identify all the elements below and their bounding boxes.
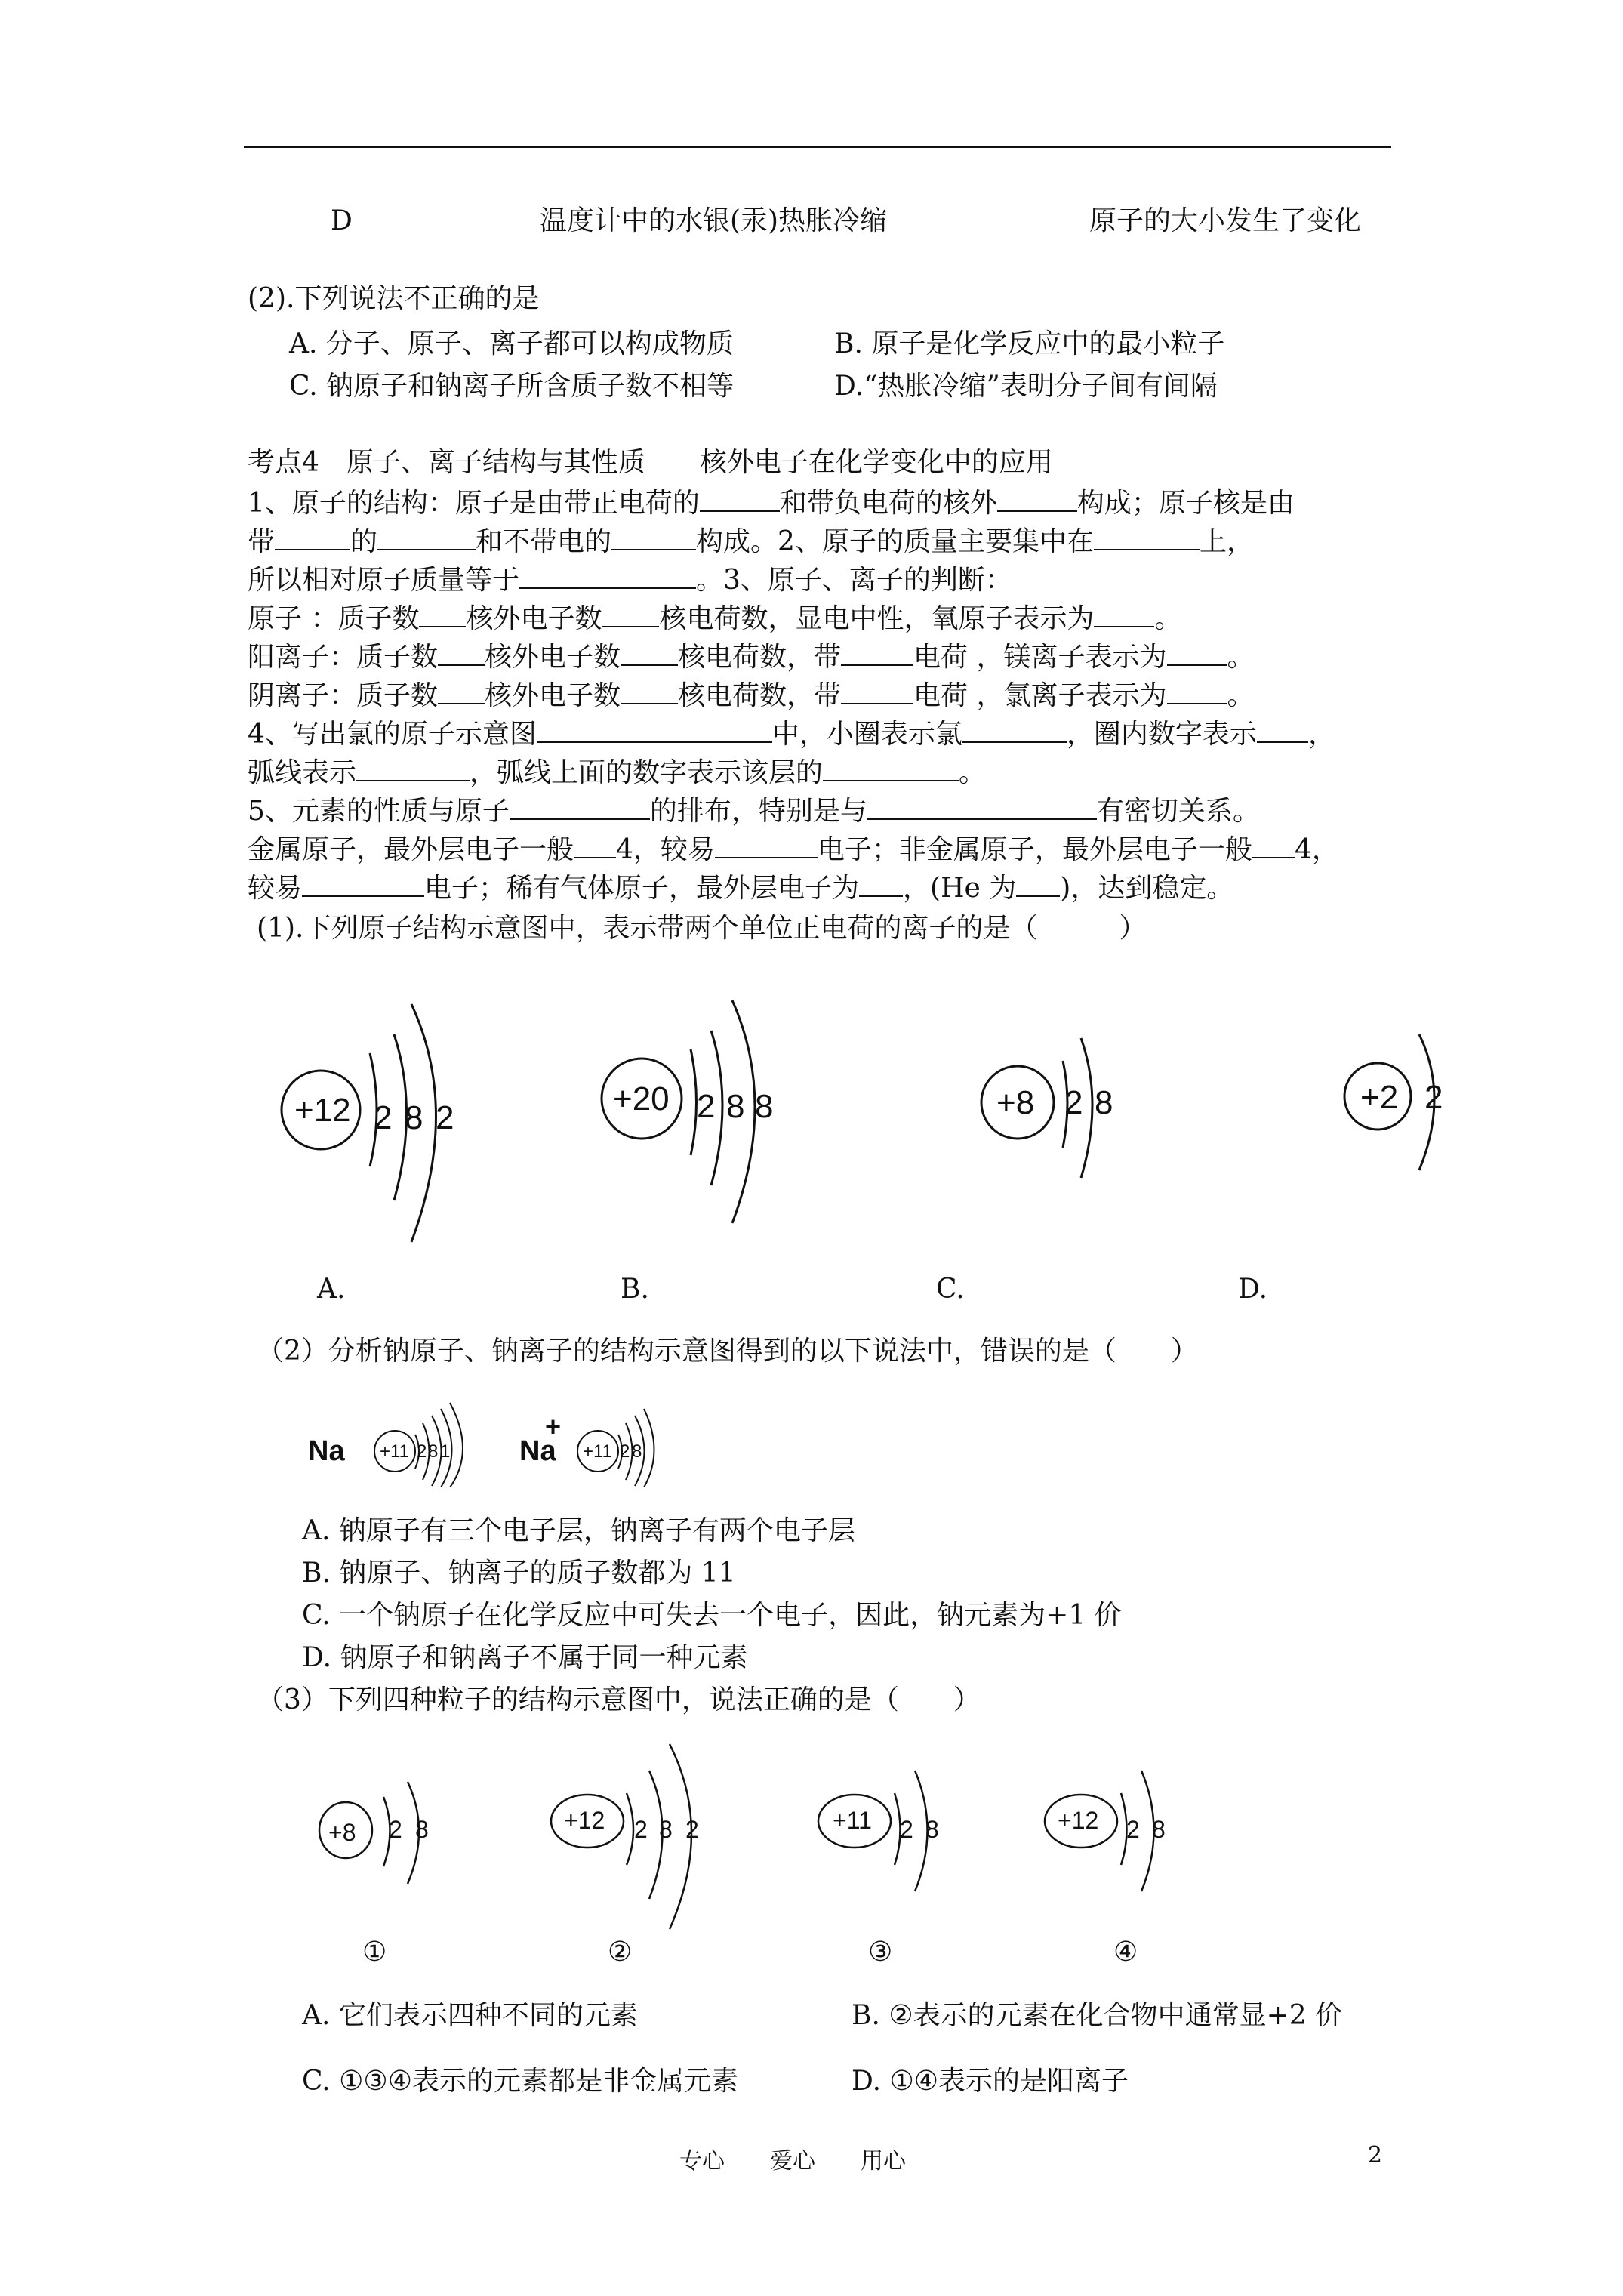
fill-line-1: 1、原子的结构：原子是由带正电荷的 和带负电荷的核外 构成；原子核是由 xyxy=(248,488,1295,519)
na-ion-nucleus: +11 xyxy=(583,1441,612,1462)
q3-label-1: ① xyxy=(362,1937,387,1968)
q1-diagrams xyxy=(257,959,1510,1284)
q1-label-b: B. xyxy=(621,1274,649,1305)
q1-a-shell-1: 2 xyxy=(374,1099,393,1136)
q3-option-d: D. ①④表示的是阳离子 xyxy=(852,2066,1129,2097)
row-explanation: 原子的大小发生了变化 xyxy=(1089,205,1362,236)
fill-line-2: 带 的 和不带电的 构成。2、原子的质量主要集中在 上， xyxy=(248,526,1254,557)
q2a-stem: (2).下列说法不正确的是 xyxy=(248,283,540,314)
q2a-option-b: B. 原子是化学反应中的最小粒子 xyxy=(834,328,1225,359)
q3-1-nucleus: +8 xyxy=(328,1819,356,1846)
na-atom-symbol: Na xyxy=(308,1435,345,1467)
q3-1-shell-1: 2 xyxy=(389,1816,402,1843)
row-phenomenon: 温度计中的水银(汞)热胀冷缩 xyxy=(540,205,888,236)
kaodian-title: 考点4 原子、离子结构与其性质 核外电子在化学变化中的应用 xyxy=(248,447,1053,478)
q1-b-shell-1: 2 xyxy=(697,1088,716,1125)
q1-d-shell-1: 2 xyxy=(1424,1079,1443,1116)
q3-diagrams xyxy=(302,1737,1246,1933)
q1-a-shell-2: 8 xyxy=(405,1099,423,1136)
fill-line-7: 4、写出氯的原子示意图 中，小圈表示氯 ，圈内数字表示 ， xyxy=(248,719,1335,750)
q2a-option-c: C. 钠原子和钠离子所含质子数不相等 xyxy=(289,371,735,402)
q3-2-nucleus: +12 xyxy=(564,1807,605,1834)
fill-line-4: 原子 ：质子数 核外电子数 核电荷数，显电中性，氧原子表示为 。 xyxy=(248,603,1182,634)
q3-2-shell-2: 8 xyxy=(659,1816,673,1843)
q3-4-nucleus: +12 xyxy=(1058,1807,1099,1834)
q1-b-shell-3: 8 xyxy=(755,1088,774,1125)
q1-d-nucleus: +2 xyxy=(1360,1079,1399,1116)
q3-4-shell-2: 8 xyxy=(1152,1816,1166,1843)
q3-label-4: ④ xyxy=(1113,1937,1138,1968)
q3-stem: （3）下列四种粒子的结构示意图中，说法正确的是（ ） xyxy=(257,1684,981,1715)
q1-b-nucleus: +20 xyxy=(613,1080,670,1117)
q3-4-shell-1: 2 xyxy=(1126,1816,1140,1843)
q1-c-shell-1: 2 xyxy=(1064,1084,1083,1121)
q1-c-nucleus: +8 xyxy=(996,1084,1035,1121)
header-rule xyxy=(244,146,1391,148)
q3-3-nucleus: +11 xyxy=(833,1807,872,1834)
q2b-option-b: B. 钠原子、钠离子的质子数都为 11 xyxy=(302,1558,736,1589)
q2b-stem: （2）分析钠原子、钠离子的结构示意图得到的以下说法中，错误的是（ ） xyxy=(257,1336,1198,1367)
na-ion-shell-2: 8 xyxy=(632,1441,642,1462)
q1-c-shell-2: 8 xyxy=(1095,1084,1113,1121)
na-atom-shell-3: 1 xyxy=(440,1441,451,1462)
q2b-sodium-diagrams xyxy=(302,1382,694,1487)
fill-line-3: 所以相对原子质量等于 。3、原子、离子的判断： xyxy=(248,565,1012,596)
q3-label-2: ② xyxy=(608,1937,633,1968)
page-number: 2 xyxy=(1368,2142,1383,2168)
fill-line-11: 较易 电子；稀有气体原子，最外层电子为 ，(He 为 )，达到稳定。 xyxy=(248,873,1234,904)
q3-3-shell-1: 2 xyxy=(900,1816,913,1843)
fill-line-5: 阳离子：质子数 核外电子数 核电荷数，带 电荷 ，镁离子表示为 。 xyxy=(248,642,1255,673)
q3-label-3: ③ xyxy=(868,1937,893,1968)
q1-label-c: C. xyxy=(936,1274,965,1305)
na-ion-shell-1: 2 xyxy=(620,1441,630,1462)
q2b-option-a: A. 钠原子有三个电子层，钠离子有两个电子层 xyxy=(302,1515,855,1546)
q2a-option-a: A. 分子、原子、离子都可以构成物质 xyxy=(289,328,734,359)
na-atom-shell-2: 8 xyxy=(428,1441,439,1462)
q3-option-b: B. ②表示的元素在化合物中通常显+2 价 xyxy=(852,2000,1343,2031)
q1-a-nucleus: +12 xyxy=(294,1092,351,1129)
fill-line-9: 5、元素的性质与原子 的排布，特别是与 有密切关系。 xyxy=(248,796,1260,827)
q1-label-a: A. xyxy=(317,1274,346,1305)
na-atom-nucleus: +11 xyxy=(380,1441,409,1462)
fill-line-6: 阴离子：质子数 核外电子数 核电荷数，带 电荷 ，氯离子表示为 。 xyxy=(248,680,1255,711)
na-ion-charge: + xyxy=(545,1411,562,1442)
q3-2-shell-3: 2 xyxy=(685,1816,699,1843)
q2a-option-d: D.“热胀冷缩”表明分子间有间隔 xyxy=(834,371,1218,402)
q3-1-shell-2: 8 xyxy=(415,1816,429,1843)
row-letter: D xyxy=(331,205,353,236)
q1-b-shell-2: 8 xyxy=(726,1088,745,1125)
q3-3-shell-2: 8 xyxy=(925,1816,939,1843)
footer-motto: 专心 爱心 用心 xyxy=(679,2148,906,2174)
q2b-option-d: D. 钠原子和钠离子不属于同一种元素 xyxy=(302,1642,748,1673)
q1-a-shell-3: 2 xyxy=(436,1099,454,1136)
na-ion-symbol: Na xyxy=(519,1435,556,1467)
na-atom-shell-1: 2 xyxy=(417,1441,427,1462)
q2b-option-c: C. 一个钠原子在化学反应中可失去一个电子，因此，钠元素为+1 价 xyxy=(302,1600,1122,1631)
q3-option-c: C. ①③④表示的元素都是非金属元素 xyxy=(302,2066,738,2097)
q1-label-d: D. xyxy=(1238,1274,1268,1305)
q3-2-shell-1: 2 xyxy=(634,1816,648,1843)
q1-stem: (1).下列原子结构示意图中，表示带两个单位正电荷的离子的是（ ） xyxy=(257,913,1147,944)
fill-line-10: 金属原子，最外层电子一般 4，较易 电子；非金属原子，最外层电子一般 4， xyxy=(248,834,1339,865)
fill-line-8: 弧线表示 ，弧线上面的数字表示该层的 。 xyxy=(248,757,987,788)
q3-option-a: A. 它们表示四种不同的元素 xyxy=(302,2000,638,2031)
